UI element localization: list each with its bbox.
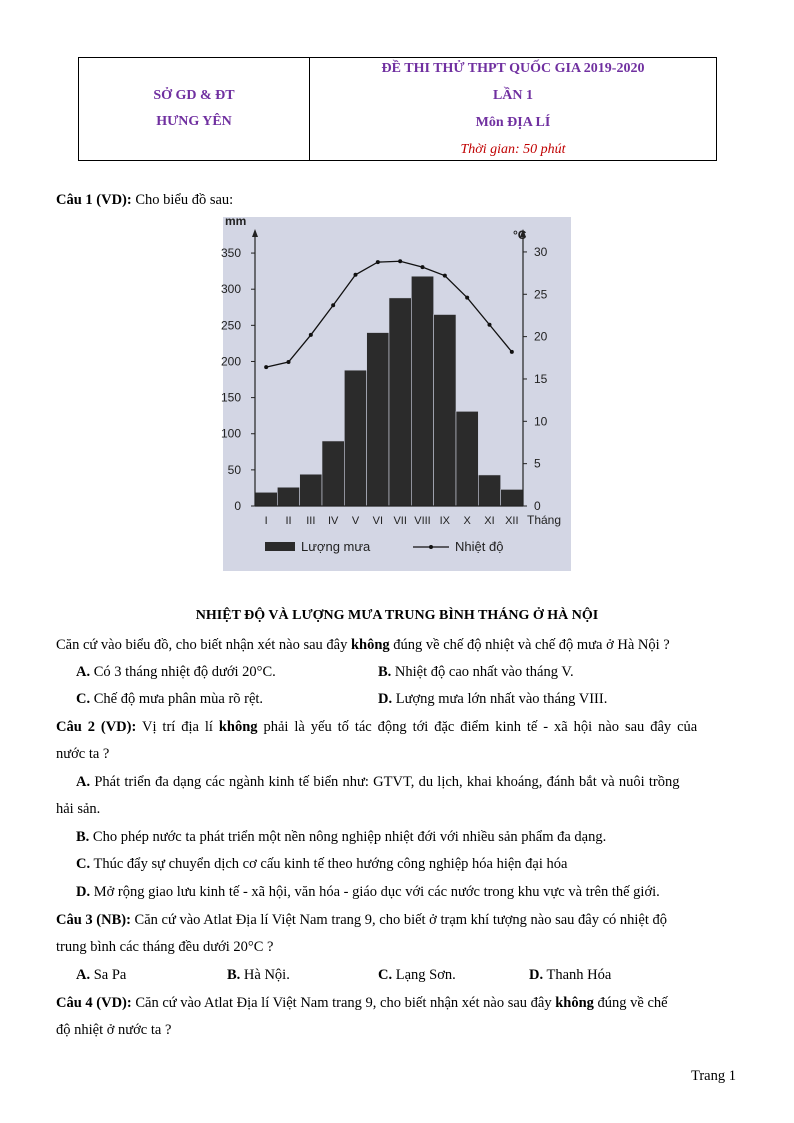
q2-option-a-line2: hải sản. [56,801,101,817]
right-tick-label: 25 [534,287,548,302]
rainfall-bar [344,370,366,506]
left-tick-label: 100 [220,426,241,441]
right-tick-label: 20 [534,329,548,344]
stem-suffix: đúng về chế độ nhiệt và chế độ mưa ở Hà Nội ? [389,637,670,653]
rainfall-bar [300,474,322,506]
province-name: HƯNG YÊN [156,114,232,129]
option-text: Có 3 tháng nhiệt độ dưới 20°C. [90,664,276,680]
stem-prefix: Căn cứ vào biểu đồ, cho biết nhận xét nào sau đây [56,637,351,653]
temperature-point [398,259,402,263]
option-text: Cho phép nước ta phát triển một nền nông nghiệp nhiệt đới với nhiều sản phẩm đa dạng. [89,829,607,845]
question-4-stem [56,993,738,1013]
option-text: Chế độ mưa phân mùa rõ rệt. [90,691,264,707]
option-text: Mở rộng giao lưu kinh tế - xã hội, văn hóa - giáo dục với các nước trong khu vực và trên thế giới. [90,884,660,900]
q3-option-a[interactable] [76,965,126,985]
temperature-point [465,296,469,300]
option-key: D. [529,967,544,983]
rainfall-bar [501,489,523,506]
rainfall-bar [411,276,433,506]
q3-option-b[interactable] [227,965,290,985]
option-key: A. [76,664,91,680]
option-text: Thúc đẩy sự chuyển dịch cơ cấu kinh tế theo hướng công nghiệp hóa hiện đại hóa [90,856,568,872]
left-axis-arrow [252,229,258,237]
option-key: B. [227,967,241,983]
option-key: B. [378,664,392,680]
left-tick-label: 250 [220,318,241,333]
x-tick-label: II [285,515,292,527]
legend-line-label: Nhiệt độ [455,539,504,554]
legend-bar-swatch [265,542,295,551]
temperature-point [331,303,335,307]
q2-option-c[interactable] [76,854,758,874]
right-tick-label: 30 [534,244,548,259]
option-key: A. [76,967,91,983]
temperature-point [376,260,380,264]
question-3-stem-line2: trung bình các tháng đều dưới 20°C ? [56,939,274,955]
question-1-stem [56,635,738,655]
left-tick-label: 300 [220,282,241,297]
question-3-stem [56,910,738,930]
right-tick-label: 0 [534,499,541,513]
question-4-label: Câu 4 (VD): [56,995,132,1011]
stem-text: Căn cứ vào Atlat Địa lí Việt Nam trang 9, cho biết ở trạm khí tượng nào sau đây có nhiệt độ [130,912,668,928]
left-tick-label: 350 [220,246,241,261]
chart-svg [220,214,571,571]
rainfall-bar [367,333,389,506]
option-text: Hà Nội. [240,967,290,983]
chart-caption: NHIỆT ĐỘ VÀ LƯỢNG MƯA TRUNG BÌNH THÁNG Ở HÀ NỘI [195,608,599,623]
temperature-point [264,365,268,369]
stem-emphasis: không [218,719,258,735]
climate-chart [220,214,571,571]
exam-title: ĐỀ THI THỬ THPT QUỐC GIA 2019-2020 [381,61,645,76]
stem-emphasis: không [350,637,390,653]
right-tick-label: 15 [534,371,548,386]
question-1-label: Câu 1 (VD): [56,192,132,208]
stem-suffix: phải là yếu tố tác động tới đặc điểm kinh tế - xã hội nào sau đây của [257,719,698,735]
q1-option-a[interactable] [76,662,276,682]
temperature-point [443,274,447,278]
option-key: C. [76,856,91,872]
page-number: Trang 1 [691,1068,736,1084]
option-key: D. [76,884,91,900]
exam-time: Thời gian: 50 phút [460,142,566,157]
x-tick-label: I [264,515,268,527]
rainfall-bar [277,487,299,506]
stem-prefix: Vị trí địa lí [136,719,219,735]
left-tick-label: 0 [234,499,241,513]
rainfall-bar [255,492,277,506]
x-tick-label: VII [393,515,407,527]
legend-line-dot [429,545,433,549]
right-axis-label: °C [513,228,527,242]
left-tick-label: 200 [220,354,241,369]
legend-bar-label: Lượng mưa [301,539,371,554]
exam-round: LẦN 1 [492,88,534,103]
q1-option-d[interactable] [378,689,607,709]
option-text: Phát triển đa dạng các ngành kinh tế biển như: GTVT, du lịch, khai khoáng, đánh bắt và nuôi trồng [90,774,680,790]
question-1-text: Cho biểu đồ sau: [131,192,234,208]
x-tick-label: XI [484,515,495,527]
department-name: SỞ GD & ĐT [153,88,235,103]
q3-option-d[interactable] [529,965,611,985]
rainfall-bar [478,475,500,506]
exam-info-cell [310,58,716,160]
x-axis-label: Tháng [527,513,562,527]
q1-option-c[interactable] [76,689,263,709]
option-key: D. [378,691,393,707]
temperature-point [287,360,291,364]
q3-option-c[interactable] [378,965,456,985]
option-key: C. [76,691,91,707]
rainfall-bar [456,411,478,506]
header-table [78,57,717,161]
q2-option-b[interactable] [76,827,758,847]
temperature-point [354,273,358,277]
stem-prefix: Căn cứ vào Atlat Địa lí Việt Nam trang 9, cho biết nhận xét nào sau đây [131,995,556,1011]
temperature-point [510,350,514,354]
q2-option-d[interactable] [76,882,758,902]
right-tick-label: 10 [534,414,548,429]
question-2-label: Câu 2 (VD): [56,719,137,735]
left-tick-label: 150 [220,390,241,405]
option-text: Nhiệt độ cao nhất vào tháng V. [391,664,574,680]
x-tick-label: X [463,515,471,527]
department-cell [79,58,310,160]
x-tick-label: V [351,515,360,527]
option-key: C. [378,967,393,983]
rainfall-bar [389,298,411,506]
option-text: Thanh Hóa [543,967,612,983]
option-text: Lượng mưa lớn nhất vào tháng VIII. [392,691,608,707]
x-tick-label: IX [439,515,451,527]
stem-emphasis: không [555,995,594,1011]
x-tick-label: IV [327,515,339,527]
x-tick-label: XII [505,515,519,527]
option-key: B. [76,829,90,845]
question-3-label: Câu 3 (NB): [56,912,131,928]
temperature-point [488,323,492,327]
right-tick-label: 5 [534,456,541,471]
x-tick-label: III [306,515,316,527]
q1-option-b[interactable] [378,662,574,682]
rainfall-bar [322,441,344,506]
question-4-stem-line2: độ nhiệt ở nước ta ? [56,1022,172,1038]
left-axis-label: mm [225,214,247,228]
question-2-stem [56,717,738,737]
temperature-point [421,265,425,269]
q2-option-a[interactable] [76,772,738,792]
option-text: Sa Pa [90,967,127,983]
rainfall-bar [434,314,456,506]
question-1-intro [56,190,738,210]
question-2-stem-line2: nước ta ? [56,746,110,762]
temperature-point [309,333,313,337]
stem-suffix: đúng về chế [593,995,668,1011]
option-text: Lạng Sơn. [392,967,456,983]
x-tick-label: VI [372,515,384,527]
option-key: A. [76,774,91,790]
x-tick-label: VIII [414,515,431,527]
left-tick-label: 50 [227,462,241,477]
exam-subject: Môn ĐỊA LÍ [475,115,551,130]
